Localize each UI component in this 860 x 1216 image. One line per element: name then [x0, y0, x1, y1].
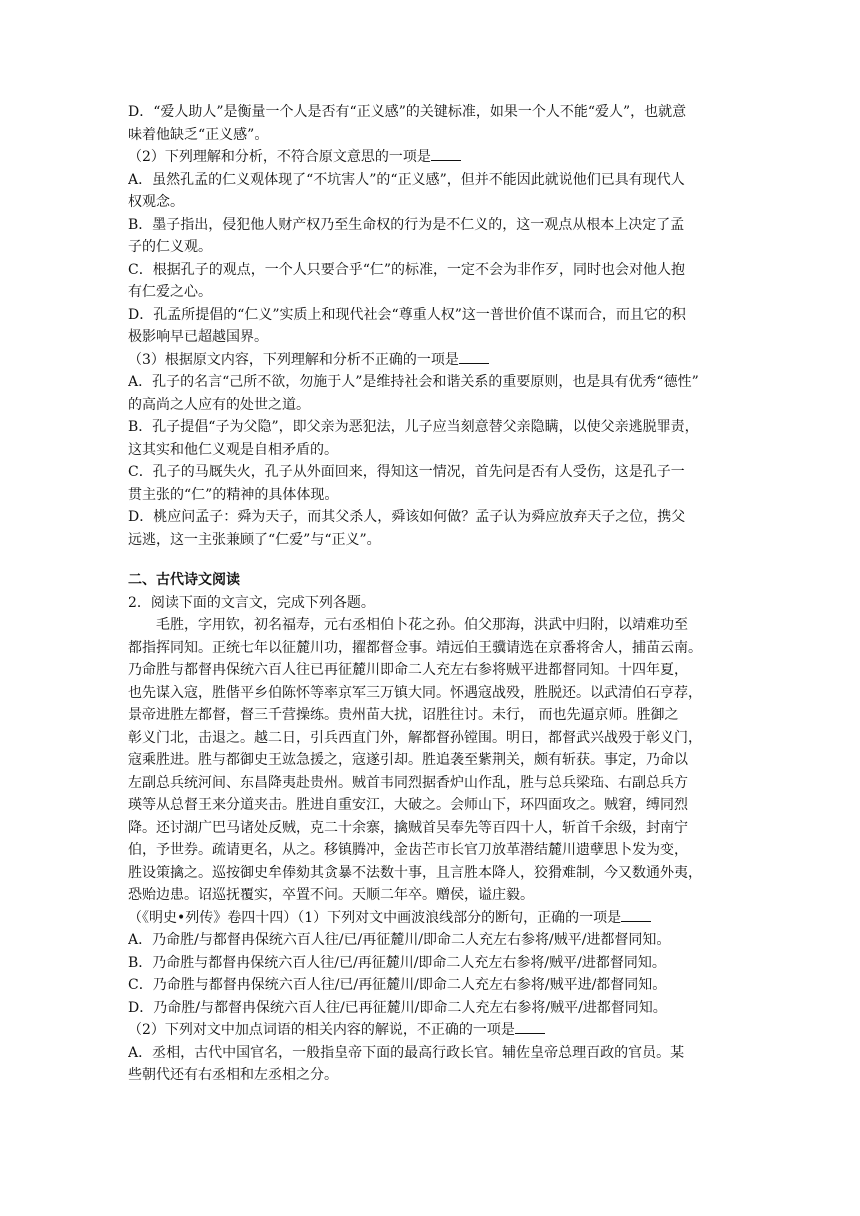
q3-option-b-line2: 这其实和他仁义观是自相矛盾的。	[128, 441, 338, 458]
q2-option-d-line1: D．孔孟所提倡的“仁义”实质上和现代社会“尊重人权”这一普世价值不谋而合，而且它的积	[128, 306, 686, 323]
q1-option-d-line1: D．“爱人助人”是衡量一个人是否有“正义感”的关键标准，如果一个人不能“爱人”，也就意	[128, 104, 687, 120]
q2-option-c-line2: 有仁爱之心。	[128, 284, 212, 300]
answer-blank	[459, 349, 489, 364]
q2-option-b-line1: B．墨子指出，侵犯他人财产权乃至生命权的行为是不仁义的，这一观点从根本上决定了孟	[128, 216, 685, 233]
q3-option-d-line1: D．桃应问孟子：舜为天子，而其父杀人，舜该如何做？孟子认为舜应放弃天子之位，携父	[128, 509, 686, 525]
q2-option-b-line2: 子的仁义观。	[128, 239, 212, 255]
passage-line: 都指挥同知。正统七年以征麓川功，擢都督佥事。靖远伯王骥请选在京番将舍人，捕苗云南。	[128, 639, 702, 656]
passage-line: 乃命胜与都督冉保统六百人往已再征麓川即命二人充左右参将贼平进都督同知。十四年夏，	[128, 662, 688, 678]
answer-blank	[621, 907, 651, 922]
question-3-stem: （3）根据原文内容，下列理解和分析不正确的一项是	[128, 349, 738, 372]
section-heading: 二、古代诗文阅读	[128, 572, 240, 588]
passage-question-2-stem: （2）下列对文中加点词语的相关内容的解说，不正确的一项是	[128, 1019, 738, 1042]
passage-line: 胜设策擒之。巡按御史牟俸劾其贪暴不法数十事，且言胜本降人，狡猾难制，今又数通外夷，	[128, 864, 702, 881]
q1-option-d-line2: 味着他缺乏“正义感”。	[128, 126, 269, 143]
passage-line: 景帝进胜左都督，督三千营操练。贵州苗大扰，诏胜往讨。未行， 而也先逼京师。胜御之	[128, 707, 679, 723]
passage-q2-option-a-line1: A．丞相，古代中国官名，一般指皇帝下面的最高行政长官。辅佐皇帝总理百政的官员。某	[128, 1044, 685, 1061]
q2-option-c-line1: C．根据孔子的观点，一个人只要合乎“仁”的标准，一定不会为非作歹，同时也会对他人抱	[128, 261, 686, 278]
passage-q1-option-b: B．乃命胜与都督冉保统六百人往/已/再征麓川/即命二人充左右参将/贼平/进都督同知。	[128, 954, 666, 971]
passage-line: 左副总兵统河间、东昌降夷赴贵州。贼首韦同烈据香炉山作乱，胜与总兵梁珤、右副总兵方	[128, 774, 688, 791]
passage-question-1-stem: （《明史•列传》卷四十四）（1）下列对文中画波浪线部分的断句，正确的一项是	[128, 907, 738, 930]
q3-option-a-line2: 的高尚之人应有的处世之道。	[128, 396, 310, 413]
section-intro: 2．阅读下面的文言文，完成下列各题。	[128, 594, 375, 611]
q3-option-b-line1: B．孔子提倡“子为父隐”，即父亲为恶犯法，儿子应当刻意替父亲隐瞒，以使父亲逃脱罪责，	[128, 419, 699, 435]
passage-line: 降。还讨湖广巴马诸处反贼，克二十余寨，擒贼首吴奉先等百四十人，斩首千余级，封南宁	[128, 819, 688, 836]
answer-blank	[431, 146, 461, 161]
q3-option-c-line2: 贯主张的“仁”的精神的具体体现。	[128, 486, 339, 503]
q3-option-c-line1: C．孔子的马厩失火，孔子从外面回来，得知这一情况，首先问是否有人受伤，这是孔子一	[128, 464, 685, 480]
passage-line: 瑛等从总督王来分道夹击。胜进自重安江，大破之。会师山下，环四面攻之。贼窘，缚同烈	[128, 797, 688, 813]
passage-q1-option-a: A．乃命胜/与都督冉保统六百人往/已/再征麓川/即命二人充左右参将/贼平/进都督同知。	[128, 932, 671, 948]
q3-option-a-line1: A．孔子的名言“己所不欲，勿施于人”是维持社会和谐关系的重要原则，也是具有优秀“德性”	[128, 374, 699, 390]
passage-q1-option-d: D．乃命胜/与都督冉保统六百人往/已再征麓川/即命二人充左右参将/贼平/进都督同知。	[128, 999, 667, 1016]
q2-option-a-line2: 权观念。	[128, 194, 184, 210]
answer-blank	[515, 1019, 545, 1034]
document-content	[128, 101, 738, 1087]
q3-option-d-line2: 远逃，这一主张兼顾了“仁爱”与“正义”。	[128, 531, 381, 548]
question-2-stem: （2）下列理解和分析，不符合原文意思的一项是	[128, 146, 738, 169]
passage-line: 恐贻边患。诏巡抚覆实，卒置不问。天顺二年卒。赠侯，谥庄毅。	[128, 887, 534, 903]
q2-option-d-line2: 极影响早已超越国界。	[128, 329, 268, 345]
passage-q2-option-a-line2: 些朝代还有右丞相和左丞相之分。	[128, 1067, 338, 1083]
passage-line: 毛胜，字用钦，初名福寿，元右丞相伯卜花之孙。伯父那海，洪武中归附，以靖难功至	[156, 617, 688, 633]
q2-option-a-line1: A．虽然孔孟的仁义观体现了“不坑害人”的“正义感”，但并不能因此就说他们已具有现代人	[128, 171, 685, 188]
passage-line: 彰义门北，击退之。越二日，引兵西直门外，解都督孙镗围。明日，都督武兴战殁于彰义门，	[128, 729, 702, 746]
passage-line: 伯，予世券。疏请更名，从之。移镇腾冲，金齿芒市长官刀放革潜结麓川遗孽思卜发为变，	[128, 842, 688, 858]
passage-q1-option-c: C．乃命胜与都督冉保统六百人往/已/再征麓川/即命二人充左右参将/贼平进/都督同知。	[128, 977, 667, 993]
passage-line: 也先谋入寇，胜偕平乡伯陈怀等率京军三万镇大同。怀遇寇战殁，胜脱还。以武清伯石亨荐，	[128, 684, 702, 701]
passage-line: 寇乘胜进。胜与都御史王竑急援之，寇遂引却。胜追袭至紫荆关，颇有斩获。事定，乃命以	[128, 752, 688, 768]
